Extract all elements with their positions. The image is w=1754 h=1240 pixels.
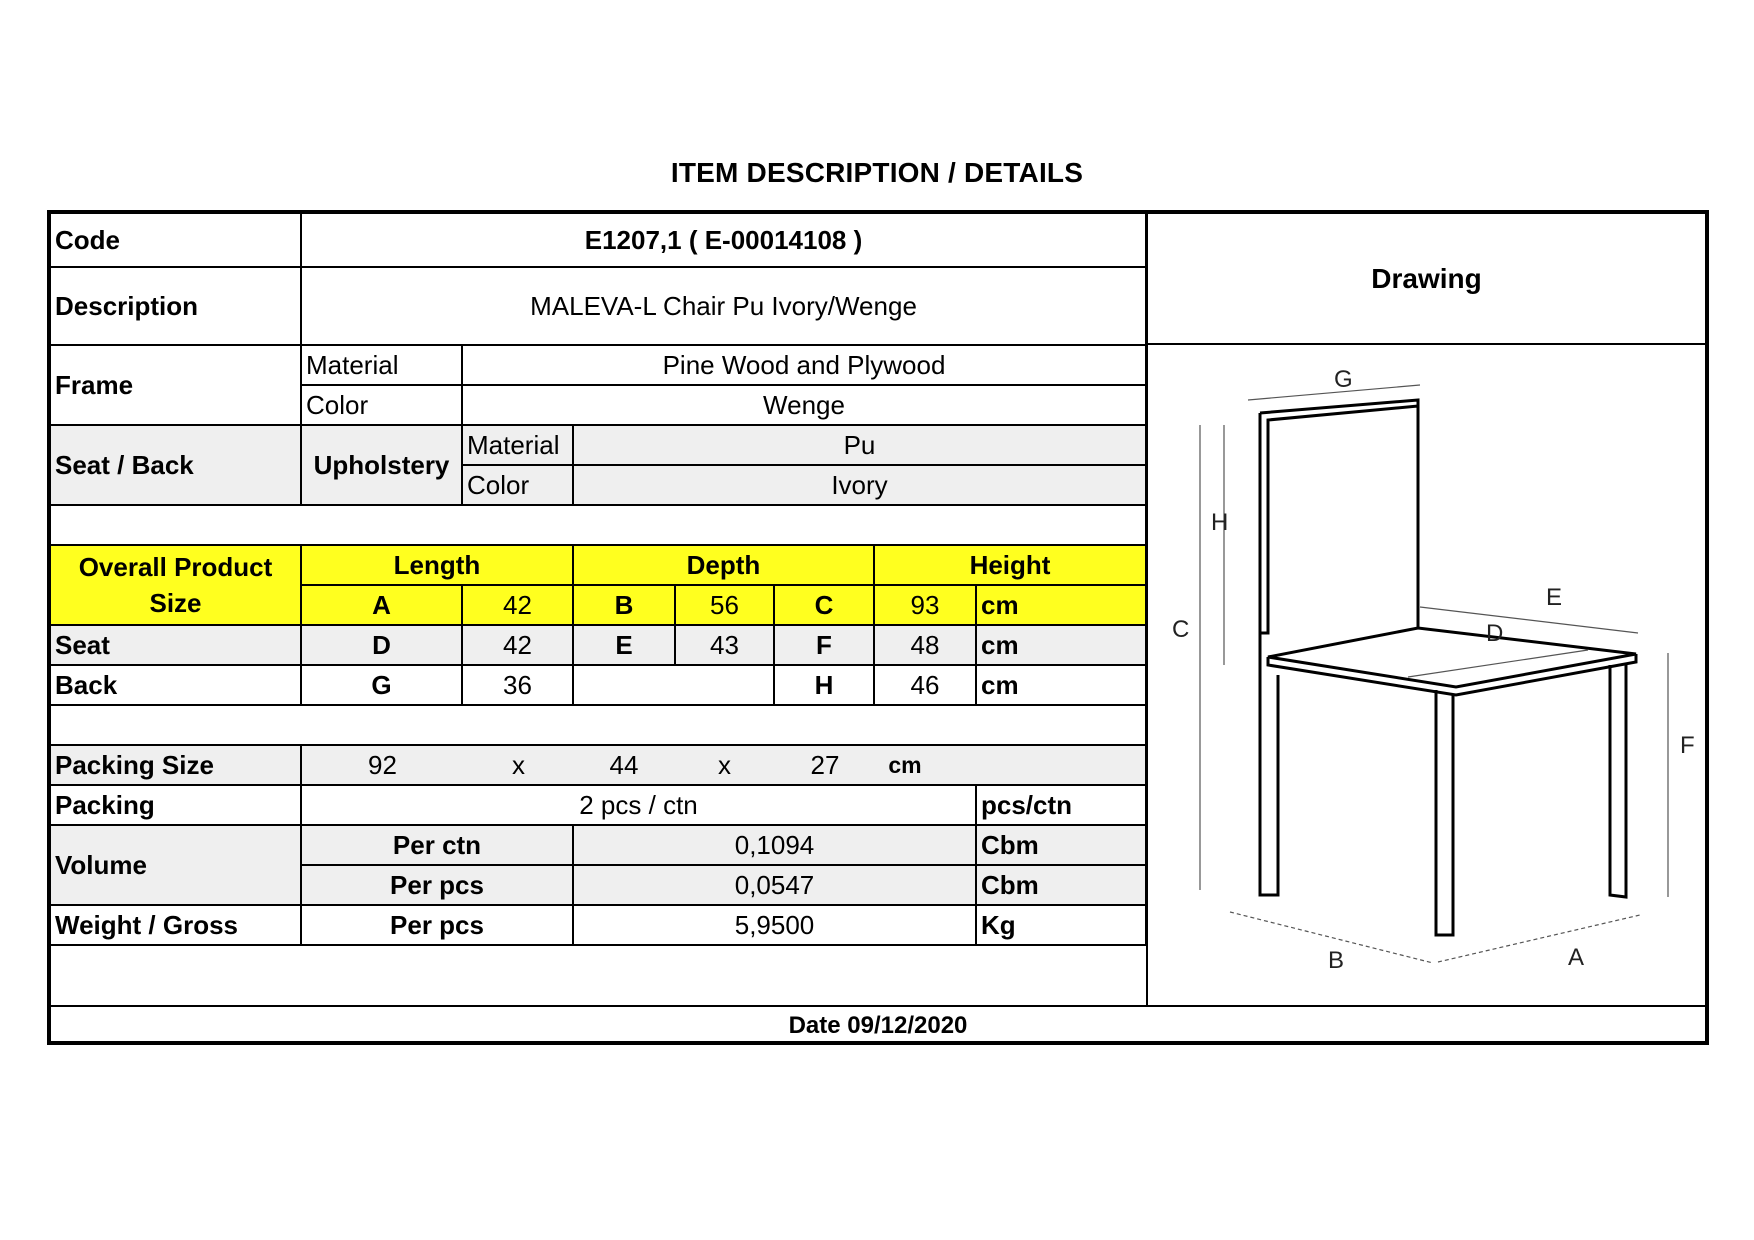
back-label: Back — [51, 665, 301, 705]
seat-label: Seat — [51, 625, 301, 665]
chair-drawing — [1148, 345, 1703, 1005]
packing-width: 44 — [609, 749, 639, 780]
depth-heading: Depth — [573, 545, 874, 585]
code-label: Code — [51, 214, 301, 267]
weight-unit: Kg — [976, 905, 1146, 945]
footer-date: Date 09/12/2020 — [51, 1005, 1705, 1045]
dim-b-value: 56 — [710, 589, 739, 620]
frame-color-value: Wenge — [462, 385, 1146, 425]
volume-per-pcs-value: 0,0547 — [573, 865, 976, 905]
upholstery-label: Upholstery — [301, 425, 462, 505]
label-e: E — [1546, 584, 1563, 611]
dim-h-value: 46 — [874, 665, 976, 705]
dim-f-value: 48 — [874, 625, 976, 665]
dim-a-letter: A — [301, 585, 462, 625]
packing-length: 92 — [368, 749, 397, 780]
details-sheet — [47, 210, 1709, 1045]
spacer-row — [51, 505, 1146, 545]
details-table — [51, 214, 1147, 946]
drawing-heading: Drawing — [1146, 214, 1705, 345]
back-row — [51, 665, 1146, 705]
dim-c-letter: C — [774, 585, 874, 625]
volume-per-pcs-unit: Cbm — [976, 865, 1146, 905]
weight-row — [51, 905, 1146, 945]
label-a: A — [1568, 944, 1585, 971]
volume-per-ctn-label: Per ctn — [301, 825, 573, 865]
chair-outline — [1260, 400, 1636, 935]
weight-per-label: Per pcs — [301, 905, 573, 945]
label-b: B — [1328, 947, 1345, 974]
label-f: F — [1680, 732, 1695, 759]
seatback-color-label: Color — [462, 465, 573, 505]
frame-material-value: Pine Wood and Plywood — [462, 345, 1146, 385]
packing-value: 2 pcs / ctn — [301, 785, 976, 825]
seatback-color-value: Ivory — [573, 465, 1146, 505]
description-row — [51, 267, 1146, 345]
dim-e-value: 43 — [710, 629, 739, 660]
volume-label: Volume — [51, 825, 301, 905]
packing-row — [51, 785, 1146, 825]
dim-f-letter: F — [774, 625, 874, 665]
seatback-material-label: Material — [462, 425, 573, 465]
description-label: Description — [51, 267, 301, 345]
weight-label: Weight / Gross — [51, 905, 301, 945]
volume-per-ctn-value: 0,1094 — [573, 825, 976, 865]
overall-unit: cm — [976, 585, 1146, 625]
seat-unit: cm — [976, 625, 1146, 665]
volume-per-ctn-unit: Cbm — [976, 825, 1146, 865]
overall-size-label: Overall Product Size — [51, 545, 301, 625]
packing-size-values — [301, 745, 1146, 785]
seat-row — [51, 625, 1146, 665]
packing-label: Packing — [51, 785, 301, 825]
weight-value: 5,9500 — [573, 905, 976, 945]
dimension-lines — [1200, 385, 1668, 963]
label-h: H — [1211, 509, 1229, 536]
height-heading: Height — [874, 545, 1146, 585]
dim-a-value: 42 — [462, 585, 573, 625]
frame-material-row — [51, 345, 1146, 385]
packing-size-label: Packing Size — [51, 745, 301, 785]
seatback-label: Seat / Back — [51, 425, 301, 505]
dim-g-value: 36 — [462, 665, 573, 705]
dim-b-letter: B — [574, 586, 676, 624]
packing-size-row — [51, 745, 1146, 785]
length-heading: Length — [301, 545, 573, 585]
dim-e-cell — [573, 625, 774, 665]
details-table-wrap — [51, 214, 1146, 946]
back-empty-cell — [573, 665, 774, 705]
dim-c-value: 93 — [874, 585, 976, 625]
dimension-labels — [1172, 366, 1695, 974]
packing-size-unit: cm — [888, 751, 922, 778]
overall-size-header-row — [51, 545, 1146, 585]
seatback-material-value: Pu — [573, 425, 1146, 465]
frame-label: Frame — [51, 345, 301, 425]
dim-b-cell — [573, 585, 774, 625]
code-row — [51, 214, 1146, 267]
page-title: ITEM DESCRIPTION / DETAILS — [670, 157, 1084, 188]
seatback-material-row — [51, 425, 1146, 465]
packing-x-2: x — [718, 749, 731, 780]
code-value: E1207,1 ( E-00014108 ) — [301, 214, 1146, 267]
dim-h-letter: H — [774, 665, 874, 705]
dim-e-letter: E — [574, 626, 676, 664]
packing-unit: pcs/ctn — [976, 785, 1146, 825]
frame-material-label: Material — [301, 345, 462, 385]
spacer-row-2 — [51, 705, 1146, 745]
dim-g-letter: G — [301, 665, 462, 705]
description-value: MALEVA-L Chair Pu Ivory/Wenge — [301, 267, 1146, 345]
volume-per-ctn-row — [51, 825, 1146, 865]
packing-height: 27 — [810, 749, 840, 780]
frame-color-label: Color — [301, 385, 462, 425]
back-unit: cm — [976, 665, 1146, 705]
volume-per-pcs-label: Per pcs — [301, 865, 573, 905]
drawing-area — [1146, 345, 1705, 1005]
label-c: C — [1172, 616, 1190, 643]
label-g: G — [1334, 366, 1353, 393]
label-d: D — [1486, 620, 1504, 647]
dim-d-letter: D — [301, 625, 462, 665]
dim-d-value: 42 — [462, 625, 573, 665]
packing-x-1: x — [512, 749, 525, 780]
